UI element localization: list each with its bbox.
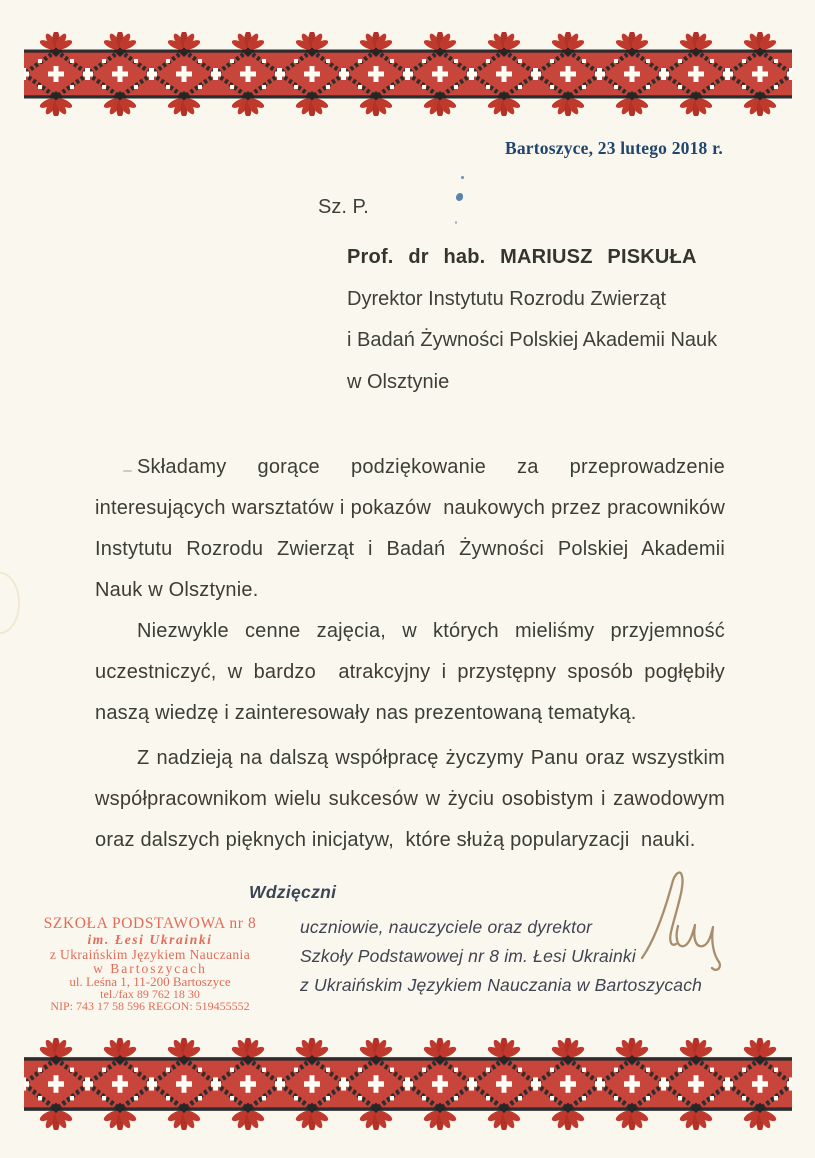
stamp-line: NIP: 743 17 58 596 REGON: 519455552 (50, 999, 250, 1013)
pen-ink-dot (461, 176, 464, 179)
recipient-institution: i Badań Żywności Polskiej Akademii Nauk (347, 329, 718, 351)
body-line: Nauk w Olsztynie. (95, 579, 259, 601)
body-line: uczestniczyć, w bardzo atrakcyjny i przystępny sposób pogłębiły (95, 661, 725, 683)
body-line: oraz dalszych pięknych inicjatyw, które służą popularyzacji nauki. (95, 829, 696, 851)
date-line: Bartoszyce, 23 lutego 2018 r. (504, 138, 723, 158)
top-embroidery-border-icon (24, 32, 792, 116)
bottom-embroidery-border-icon (24, 1038, 792, 1130)
recipient-city: w Olsztynie (347, 370, 450, 393)
stamp-line: w Bartoszycach (93, 961, 207, 976)
stamp-line: z Ukraińskim Językiem Nauczania (49, 947, 251, 962)
school-stamp (28, 916, 272, 1013)
body-line: naszą wiedzę i zainteresowały nas prezentowaną tematyką. (95, 702, 637, 724)
body-line: Instytutu Rozrodu Zwierząt i Badań Żywności Polskiej Akademii (95, 538, 725, 560)
body-line: Niezwykle cenne zajęcia, w których mieliśmy przyjemność (137, 620, 725, 642)
closing-heading: Wdzięczni (249, 882, 337, 902)
pen-ink-speck (455, 221, 457, 224)
recipient-name: Prof. dr hab. MARIUSZ PISKUŁA (347, 246, 697, 268)
recipient-title: Dyrektor Instytutu Rozrodu Zwierząt (347, 287, 666, 310)
stamp-line: tel./fax 89 762 18 30 (100, 987, 200, 1001)
body-line: Z nadzieją na dalszą współpracę życzymy Panu oraz wszystkim (137, 747, 725, 769)
stamp-line: SZKOŁA PODSTAWOWA nr 8 (43, 915, 257, 932)
stamp-line: im. Łesi Ukrainki (87, 932, 213, 947)
body-line: współpracownikom wielu sukcesów w życiu osobistym i zawodowym (95, 788, 725, 810)
recipient-block (347, 237, 717, 403)
closing-line: z Ukraińskim Językiem Nauczania w Bartoszycach (300, 975, 703, 995)
letter-body (95, 447, 725, 861)
handwritten-signature-icon (628, 864, 746, 984)
salutation: Sz. P. (318, 196, 369, 218)
stamp-line: ul. Leśna 1, 11-200 Bartoszyce (69, 974, 231, 989)
closing-line: Szkoły Podstawowej nr 8 im. Łesi Ukrainki (300, 946, 636, 966)
pen-ink-blot (456, 193, 463, 201)
paper-crease-mark (0, 572, 20, 634)
body-line: Składamy gorące podziękowanie za przeprowadzenie (137, 456, 725, 478)
body-line: interesujących warsztatów i pokazów naukowych przez pracowników (95, 497, 725, 519)
closing-line: uczniowie, nauczyciele oraz dyrektor (300, 917, 593, 937)
